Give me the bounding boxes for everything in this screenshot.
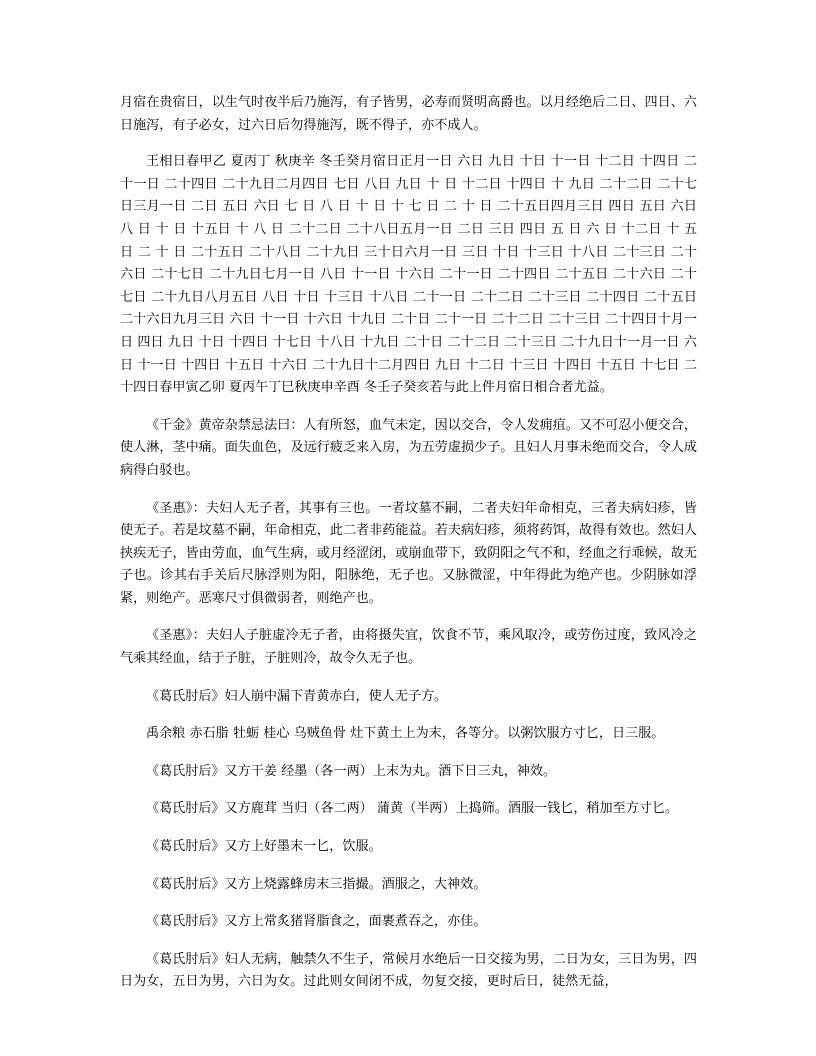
paragraph-recipe-ingredients: 禹余粮 赤石脂 牡蛎 桂心 乌贼鱼骨 灶下黄土上为末，各等分。以粥饮服方寸匕，日三服。	[146, 726, 665, 742]
paragraph-gezhouhou-7: 《葛氏肘后》妇人无病，触禁久不生子，常候月水绝后一日交接为男，二日为女，三日为男，四日为女，五日为男，六日为女。过此则女间闭不成，勿复交接，更时后日，徒然无益，	[120, 951, 697, 990]
paragraph-gezhouhou-4: 《葛氏肘后》又方上好墨末一匕，饮服。	[146, 839, 382, 855]
paragraph-shenghui-2: 《圣惠》：夫妇人子脏虚冷无子者，由将摄失宜，饮食不节，乘风取冷，或劳伤过度，致风冷之气乘其经血，结于子脏，子脏则冷，故令久无子也。	[120, 628, 697, 667]
paragraph-auspicious-days: 王相日春甲乙 夏丙丁 秋庚辛 冬壬癸月宿日正月一日 六日 九日 十日 十一日 十二日 十四日 二十一日 二十四日 二十九日二月四日 七日 八日 九日 十 日 十二日 十四日 十 九日 二十二日 二十七日三月一日 二日 五日 六日 七 日 八 日 十 日 十 七 日 二 十 日 二十五日四月三日 四日 五日 六日 八 日 十 日 十五日 十 八 日 二十二日 二十八日五月一日 二日 三日 四日 五 日 六 日 十二日 十 五 日 二 十 日 二十五日 二十八日 二十九日 三十日六月一日 三日 十日 十三日 十八日 二十三日 二十六日 二十七日 二十九日七月一日 八日 十一日 十六日 二十一日 二十四日 二十五日 二十六日 二十七日 二十九日八月五日 八日 十日 十三日 十八日 二十一日 二十二日 二十三日 二十四日 二十五日 二十六日九月三日 六日 十一日 十六日 十九日 二十日 二十一日 二十二日 二十三日 二十四日十月一日 四日 九日 十日 十四日 十七日 十八日 十九日 二十日 二十二日 二十三日 二十九日十一月一日 六日 十一日 十四日 十五日 十六日 二十九日十二月四日 九日 十二日 十三日 十四日 十五日 十七日 二十四日春甲寅乙卯 夏丙午丁巳秋庚申辛酉 冬壬子癸亥若与此上件月宿日相合者尤益。	[120, 154, 697, 396]
paragraph-gezhouhou-1: 《葛氏肘后》妇人崩中漏下青黄赤白，使人无子方。	[146, 688, 448, 704]
paragraph-qianjin: 《千金》黄帝杂禁忌法曰：人有所怒，血气未定，因以交合，令人发痈疽。又不可忍小便交合，使人淋，茎中痛。面失血色，及远行疲乏来入房，为五劳虚损少子。且妇人月事未绝而交合，令人成病得白驳也。	[120, 417, 697, 478]
paragraph-gezhouhou-2: 《葛氏肘后》又方干姜 经墨（各一两）上末为丸。酒下日三丸，神效。	[146, 763, 557, 779]
paragraph-shenghui-1: 《圣惠》：夫妇人无子者，其事有三也。一者坟墓不嗣，二者夫妇年命相克，三者夫病妇疹，皆使无子。若是坟墓不嗣，年命相克，此二者非药能益。若夫病妇疹，须将药饵，故得有效也。然妇人挟疾无子，皆由劳血，血气生病，或月经涩闭，或崩血带下，致阴阳之气不和，经血之行乖候，故无子也。诊其右手关后尺脉浮则为阳，阳脉绝，无子也。又脉微涩，中年得此为绝产也。少阴脉如浮紧，则绝产。恶寒尺寸俱微弱者，则绝产也。	[120, 500, 697, 606]
document-page	[120, 92, 697, 1009]
paragraph-gezhouhou-6: 《葛氏肘后》又方上常炙猪肾脂食之，面裹煮吞之，亦佳。	[146, 914, 487, 930]
paragraph-gezhouhou-3: 《葛氏肘后》又方鹿茸 当归（各二两） 蒲黄（半两）上捣筛。酒服一钱匕，稍加至方寸匕。	[146, 801, 679, 817]
paragraph-gezhouhou-5: 《葛氏肘后》又方上烧露蜂房末三指撮。酒服之，大神效。	[146, 876, 487, 892]
paragraph-lunar-mansion: 月宿在贵宿日，以生气时夜半后乃施泻，有子皆男，必寿而贤明高爵也。以月经绝后二日、四日、六日施泻，有子必女，过六日后勿得施泻，既不得子，亦不成人。	[120, 95, 697, 133]
